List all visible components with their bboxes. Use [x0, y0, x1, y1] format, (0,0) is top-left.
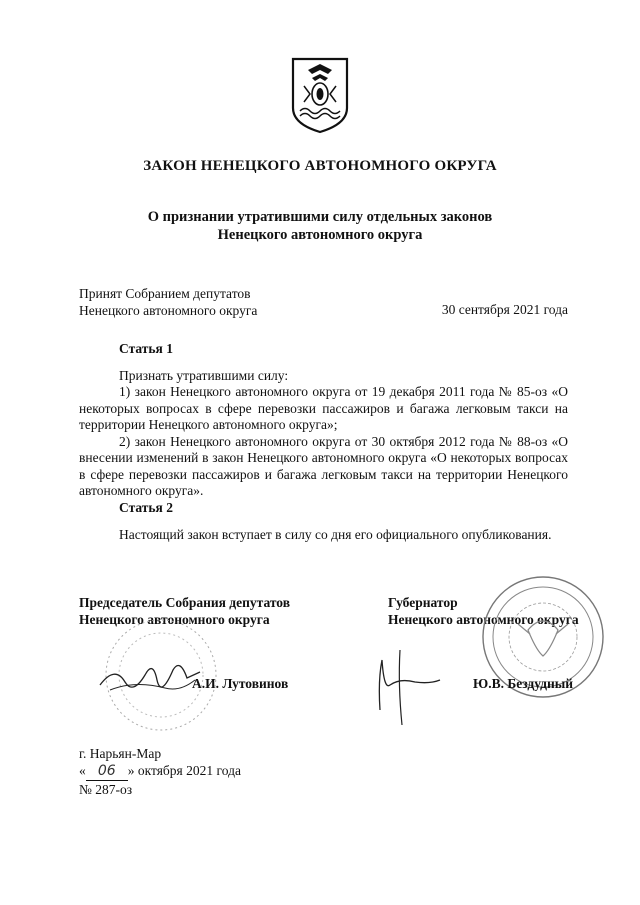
article-2-text: Настоящий закон вступает в силу со дня его официального опубликования.	[119, 526, 552, 542]
adopted-line-1: Принят Собранием депутатов	[79, 286, 251, 301]
date-rest: » октября 2021 года	[127, 763, 241, 778]
subtitle-line-2: Ненецкого автономного округа	[217, 227, 423, 243]
adopted-line-2: Ненецкого автономного округа	[79, 303, 258, 318]
coat-of-arms-icon	[290, 56, 350, 134]
law-number: № 287-оз	[79, 782, 133, 797]
law-title: ЗАКОН НЕНЕЦКОГО АВТОНОМНОГО ОКРУГА	[143, 158, 497, 174]
right-signatory-line-2: Ненецкого автономного округа	[388, 612, 579, 627]
adoption-date: 30 сентября 2021 года	[441, 302, 568, 317]
article-1-intro: Признать утратившими силу:	[119, 367, 289, 383]
place-city: г. Нарьян-Мар	[79, 746, 162, 761]
handwritten-day: 06	[86, 763, 128, 781]
left-signature-scribble	[95, 650, 205, 710]
place-and-date	[79, 745, 241, 798]
law-subtitle	[0, 208, 640, 244]
left-signatory-line-2: Ненецкого автономного округа	[79, 612, 270, 627]
article-2-heading: Статья 2	[119, 500, 173, 515]
right-signature-scribble	[370, 640, 460, 730]
article-1-item-2: 2) закон Ненецкого автономного округа от 30 октября 2012 года № 88-оз «О внесении изменений в закон Ненецкого автономного округа «О некоторых вопросах в сфере перевозки пассажиров и багажа легковым такси на территории Ненецкого автономного округа».	[79, 433, 568, 498]
adopted-by	[79, 285, 257, 319]
article-1-heading: Статья 1	[119, 341, 173, 356]
left-signatory-line-1: Председатель Собрания депутатов	[79, 595, 291, 610]
date-quote-open: «	[79, 763, 86, 778]
article-1	[79, 341, 568, 500]
left-signatory-name: А.И. Лутовинов	[192, 676, 289, 691]
article-1-item-1: 1) закон Ненецкого автономного округа от 19 декабря 2011 года № 85-оз «О некоторых вопросах в сфере перевозки пассажиров и багажа легковым такси на территории Ненецкого автономного округа»;	[79, 384, 568, 432]
right-signatory-name: Ю.В. Бездудный	[473, 676, 574, 691]
article-2	[79, 500, 568, 543]
signing-date	[79, 762, 241, 781]
subtitle-line-1: О признании утратившими силу отдельных законов	[147, 209, 493, 225]
right-signatory-line-1: Губернатор	[388, 595, 458, 610]
